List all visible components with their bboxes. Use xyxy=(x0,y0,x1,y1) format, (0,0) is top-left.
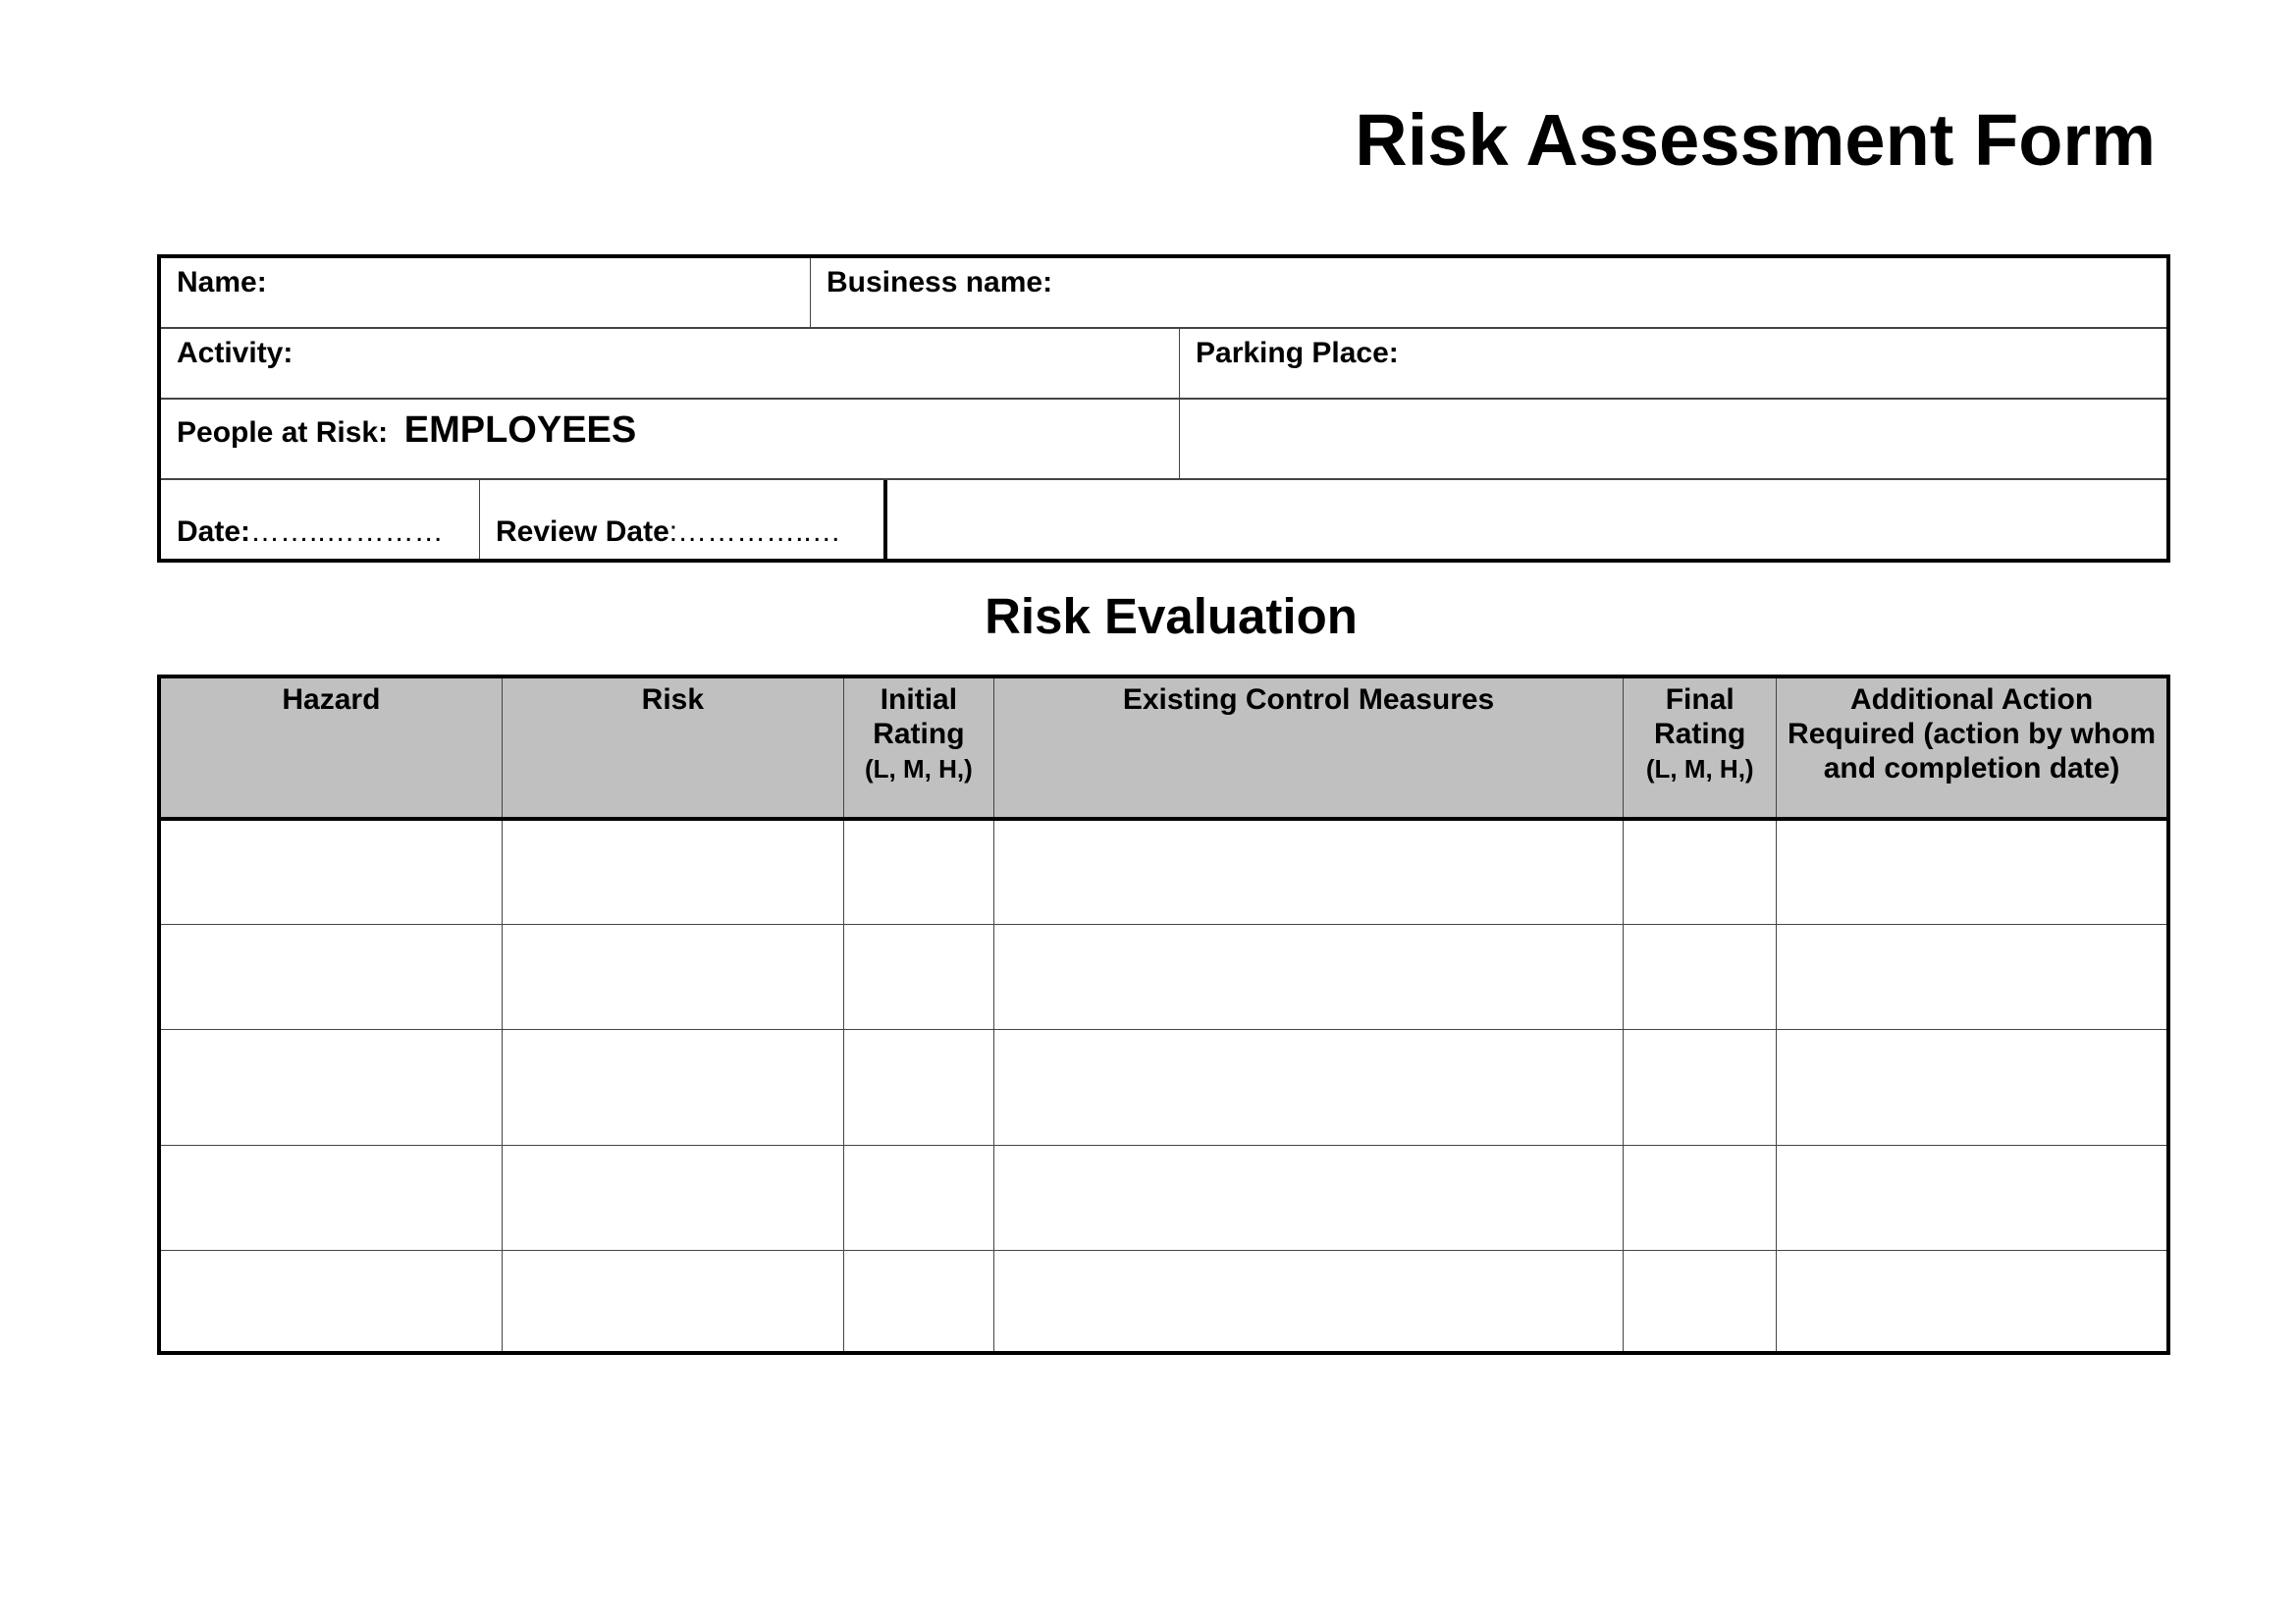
col-risk: Risk xyxy=(502,676,843,819)
table-cell[interactable] xyxy=(502,819,843,924)
blank-field-2[interactable] xyxy=(887,480,2166,559)
col-initial-rating: Initial Rating (L, M, H,) xyxy=(843,676,993,819)
review-date-label: Review Date xyxy=(496,515,669,548)
table-cell[interactable] xyxy=(1624,819,1777,924)
risk-evaluation-table xyxy=(157,675,2170,1355)
people-at-risk-field[interactable] xyxy=(161,400,1180,480)
table-cell[interactable] xyxy=(159,1250,502,1353)
table-cell[interactable] xyxy=(1624,1145,1777,1250)
table-cell[interactable] xyxy=(1624,924,1777,1029)
table-cell[interactable] xyxy=(502,1145,843,1250)
date-label: Date: xyxy=(177,515,251,548)
table-cell[interactable] xyxy=(1624,1250,1777,1353)
col-final-rating: Final Rating (L, M, H,) xyxy=(1624,676,1777,819)
parking-place-field[interactable] xyxy=(1180,329,2166,400)
table-cell[interactable] xyxy=(1777,819,2168,924)
review-date-field[interactable] xyxy=(480,480,887,559)
table-cell[interactable] xyxy=(502,1250,843,1353)
table-cell[interactable] xyxy=(159,924,502,1029)
table-cell[interactable] xyxy=(1777,924,2168,1029)
col-existing-controls: Existing Control Measures xyxy=(993,676,1624,819)
table-cell[interactable] xyxy=(843,924,993,1029)
business-name-field[interactable] xyxy=(811,258,2166,329)
date-dots: ……..………… xyxy=(250,515,444,548)
review-date-dots: :…………..… xyxy=(668,515,841,548)
table-cell[interactable] xyxy=(843,819,993,924)
table-cell[interactable] xyxy=(159,819,502,924)
name-label: Name: xyxy=(177,266,267,298)
info-table xyxy=(157,254,2170,563)
table-cell[interactable] xyxy=(159,1145,502,1250)
table-row xyxy=(159,1029,2168,1145)
table-row xyxy=(159,1250,2168,1353)
table-row xyxy=(159,819,2168,924)
section-heading: Risk Evaluation xyxy=(985,588,1358,644)
parking-place-label: Parking Place: xyxy=(1196,337,1399,369)
table-cell[interactable] xyxy=(502,1029,843,1145)
table-cell[interactable] xyxy=(1777,1029,2168,1145)
blank-field[interactable] xyxy=(1180,400,2166,480)
table-row xyxy=(159,924,2168,1029)
col-hazard: Hazard xyxy=(159,676,502,819)
table-cell[interactable] xyxy=(843,1145,993,1250)
table-cell[interactable] xyxy=(159,1029,502,1145)
table-cell[interactable] xyxy=(502,924,843,1029)
table-row xyxy=(159,1145,2168,1250)
table-cell[interactable] xyxy=(1777,1250,2168,1353)
table-cell[interactable] xyxy=(843,1250,993,1353)
table-cell[interactable] xyxy=(993,1250,1624,1353)
people-at-risk-label: People at Risk: xyxy=(177,416,389,449)
date-field[interactable] xyxy=(161,480,480,559)
table-cell[interactable] xyxy=(993,924,1624,1029)
table-cell[interactable] xyxy=(993,1029,1624,1145)
col-additional-action: Additional Action Required (action by whom and completion date) xyxy=(1777,676,2168,819)
header-row xyxy=(159,676,2168,819)
table-cell[interactable] xyxy=(843,1029,993,1145)
activity-label: Activity: xyxy=(177,337,294,369)
people-at-risk-value: EMPLOYEES xyxy=(403,409,637,451)
page-title: Risk Assessment Form xyxy=(1355,99,2156,181)
name-field[interactable] xyxy=(161,258,811,329)
activity-field[interactable] xyxy=(161,329,1180,400)
table-cell[interactable] xyxy=(1624,1029,1777,1145)
table-cell[interactable] xyxy=(993,819,1624,924)
business-name-label: Business name: xyxy=(827,266,1053,298)
table-cell[interactable] xyxy=(1777,1145,2168,1250)
table-cell[interactable] xyxy=(993,1145,1624,1250)
